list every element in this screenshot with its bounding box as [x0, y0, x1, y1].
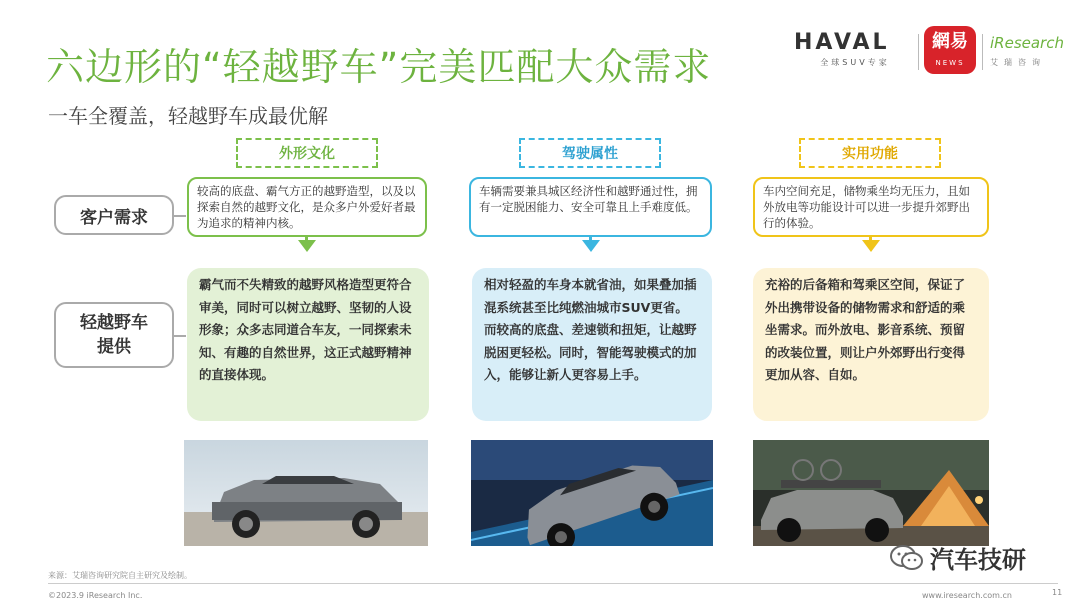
provide-box-practical: 充裕的后备箱和驾乘区空间，保证了外出携带设备的储物需求和舒适的乘坐需求。而外放电、影音系统、预留的改装位置，则让户外郊野出行变得更加从容、自如。 [753, 268, 989, 421]
source-note: 来源：艾瑞咨询研究院自主研究及绘制。 [48, 571, 192, 580]
suv-photo-offroad [471, 440, 713, 546]
iresearch-logo [990, 34, 1072, 68]
suv-photo-beach [184, 440, 428, 546]
suv-photo-camping [753, 440, 989, 546]
haval-tagline: 全球SUV专家 [820, 58, 890, 67]
wechat-watermark [890, 540, 1026, 575]
netease-logo-text: 網易 [932, 31, 968, 52]
column-header-driving: 驾驶属性 [519, 138, 661, 168]
website-link[interactable]: www.iresearch.com.cn [922, 591, 1012, 600]
down-arrow-icon [298, 240, 316, 252]
column-header-practical: 实用功能 [799, 138, 941, 168]
page-number: 11 [1052, 588, 1063, 597]
need-box-practical: 车内空间充足，储物乘坐均无压力，且如外放电等功能设计可以进一步提升郊野出行的体验。 [753, 177, 989, 237]
need-box-driving: 车辆需要兼具城区经济性和越野通过性，拥有一定脱困能力、安全可靠且上手难度低。 [469, 177, 712, 237]
logo-divider [918, 34, 919, 70]
provide-box-driving: 相对轻盈的车身本就省油，如果叠加插混系统甚至比纯燃油城市SUV更省。而较高的底盘、差速锁和扭矩，让越野脱困更轻松。同时，智能驾驶模式的加入，能够让新人更容易上手。 [472, 268, 712, 421]
provide-box-appearance: 霸气而不失精致的越野风格造型更符合审美，同时可以树立越野、坚韧的人设形象；众多志同道合车友，一同探索未知、有趣的自然世界，这正式越野精神的直接体现。 [187, 268, 429, 421]
iresearch-wordmark: iResearch [990, 34, 1064, 52]
copyright: ©2023.9 iResearch Inc. [48, 591, 143, 600]
column-header-appearance: 外形文化 [236, 138, 378, 168]
down-arrow-icon [862, 240, 880, 252]
watermark-text: 汽车技研 [930, 546, 1026, 574]
need-box-appearance: 较高的底盘、霸气方正的越野造型，以及以探索自然的越野文化，是众多户外爱好者最为追求的精神内核。 [187, 177, 427, 237]
logo-divider [982, 34, 983, 70]
down-arrow-icon [582, 240, 600, 252]
netease-logo-sub: NEWS [935, 59, 965, 67]
wechat-icon [890, 544, 924, 572]
iresearch-cn: 艾瑞咨询 [990, 58, 1046, 67]
row-label-provide: 轻越野车提供 [54, 302, 174, 368]
haval-logo [794, 30, 916, 68]
footer-divider [48, 583, 1058, 584]
page-title: 六边形的“轻越野车”完美匹配大众需求 [46, 45, 712, 89]
page-subtitle: 一车全覆盖，轻越野车成最优解 [48, 104, 328, 128]
haval-wordmark: HAVAL [794, 30, 890, 55]
netease-logo [924, 26, 976, 74]
row-label-need: 客户需求 [54, 195, 174, 235]
